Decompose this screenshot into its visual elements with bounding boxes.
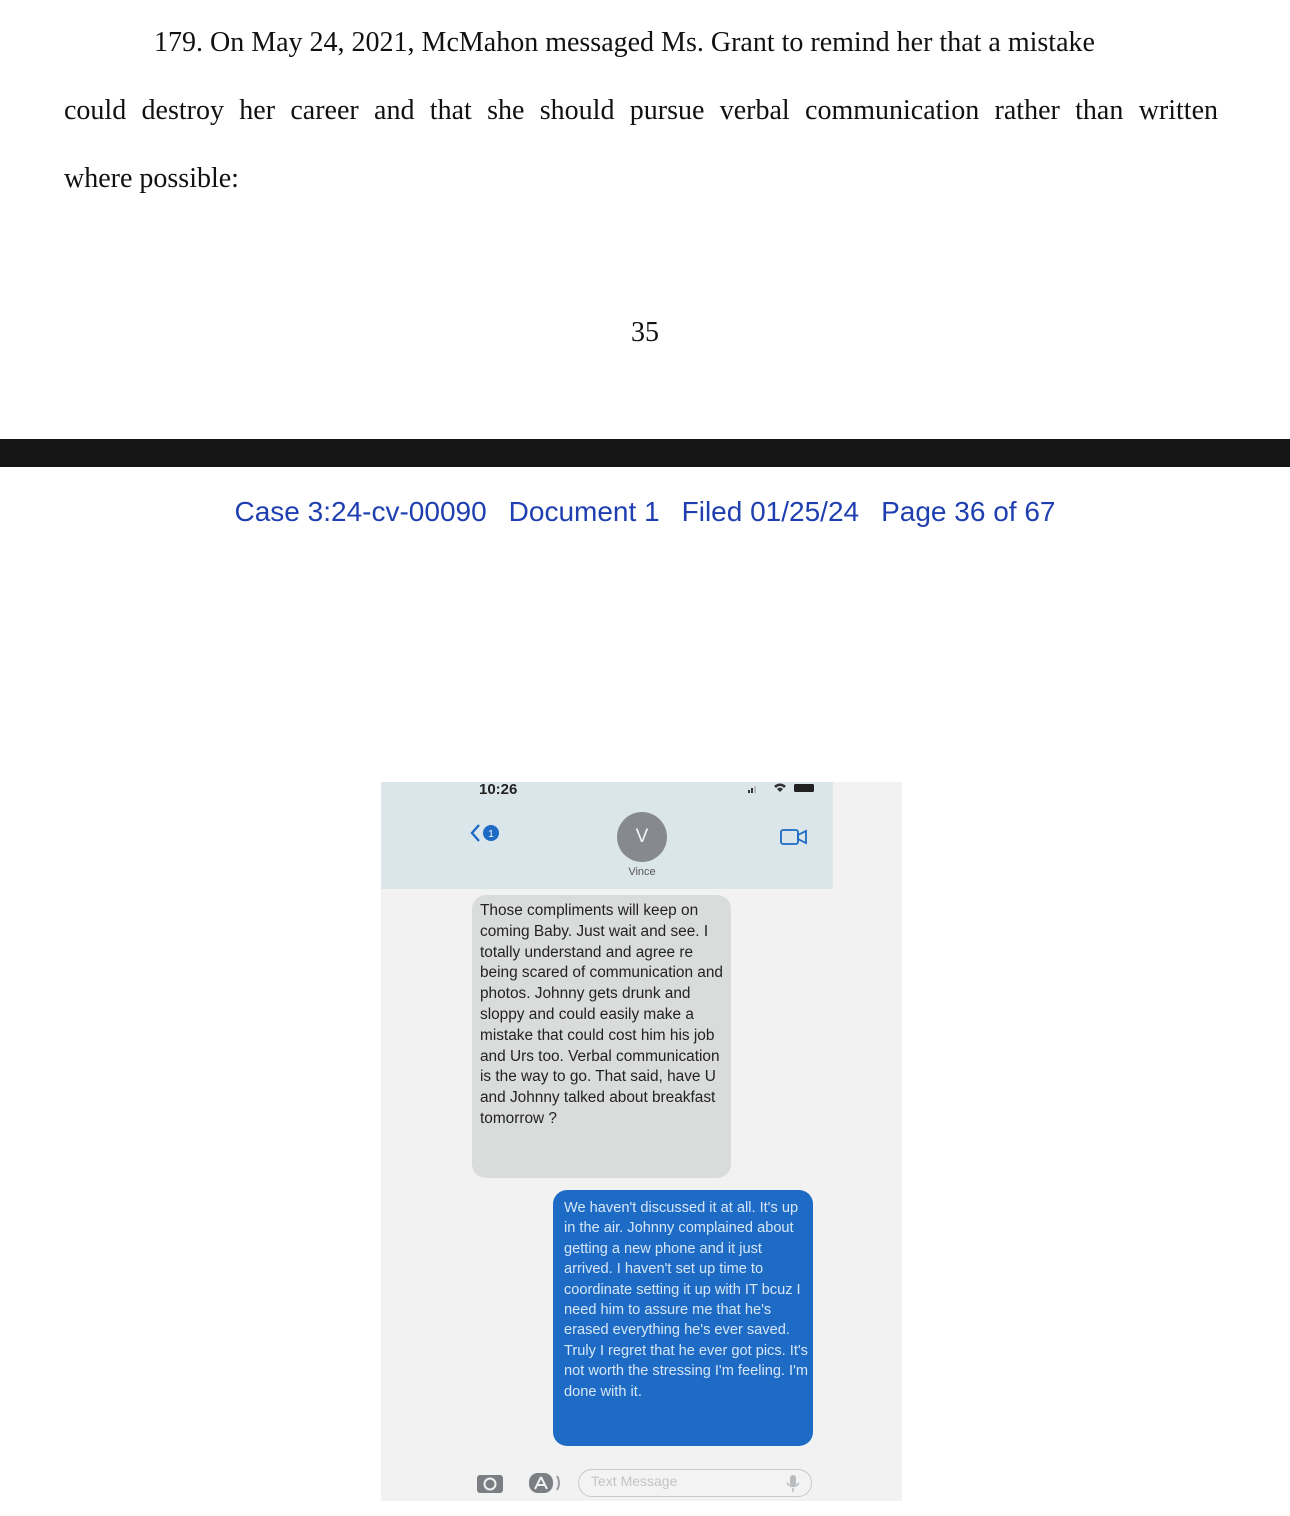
contact-name[interactable]: Vince (628, 866, 656, 878)
wifi-icon (774, 784, 786, 793)
incoming-message-text: Those compliments will keep on coming Baby. Just wait and see. I totally understand and agree re being scared of communication and photos. Johnny gets drunk and sloppy and could easily make a mistake that could cost him his job and Urs too. Verbal communication is the way to go. That said, have U and Johnny talked about breakfast tomorrow ? (480, 902, 723, 1127)
page-count: Page 36 of 67 (881, 496, 1056, 527)
phone-screenshot (381, 782, 902, 1501)
outgoing-message-text: We haven't discussed it at all. It's up in the air. Johnny complained about getting a new phone and it just arrived. I haven't set up time to coordinate setting it up with IT bcuz I need him to assure me that he's erased everything he's ever saved. Truly I regret that he ever got pics. It's not worth the stressing I'm feeling. I'm done with it. (564, 1200, 809, 1400)
microphone-icon[interactable] (783, 1473, 803, 1493)
camera-icon[interactable] (476, 1472, 506, 1494)
message-input-placeholder: Text Message (591, 1473, 678, 1489)
document-number: Document 1 (508, 496, 660, 527)
status-bar-icons (746, 782, 816, 796)
paragraph-line-3: where possible: (64, 163, 239, 194)
video-call-icon[interactable] (779, 827, 809, 847)
case-number: Case 3:24-cv-00090 (234, 496, 487, 527)
back-badge: 1 (488, 829, 494, 840)
app-store-icon[interactable] (527, 1472, 563, 1494)
signal-icon (748, 790, 750, 793)
case-header (0, 496, 1290, 528)
back-button[interactable] (469, 822, 503, 844)
status-time: 10:26 (479, 782, 518, 798)
message-input[interactable] (578, 1469, 812, 1497)
contact-avatar[interactable]: V (617, 812, 667, 862)
battery-icon (794, 784, 814, 792)
filed-date: Filed 01/25/24 (681, 496, 860, 527)
page-number: 35 (631, 317, 659, 348)
page-divider (0, 439, 1290, 467)
paragraph-line-1: 179. On May 24, 2021, McMahon messaged Ms. Grant to remind her that a mistake (154, 27, 1095, 58)
paragraph-line-2: could destroy her career and that she should pursue verbal communication rather than written (64, 95, 1218, 126)
